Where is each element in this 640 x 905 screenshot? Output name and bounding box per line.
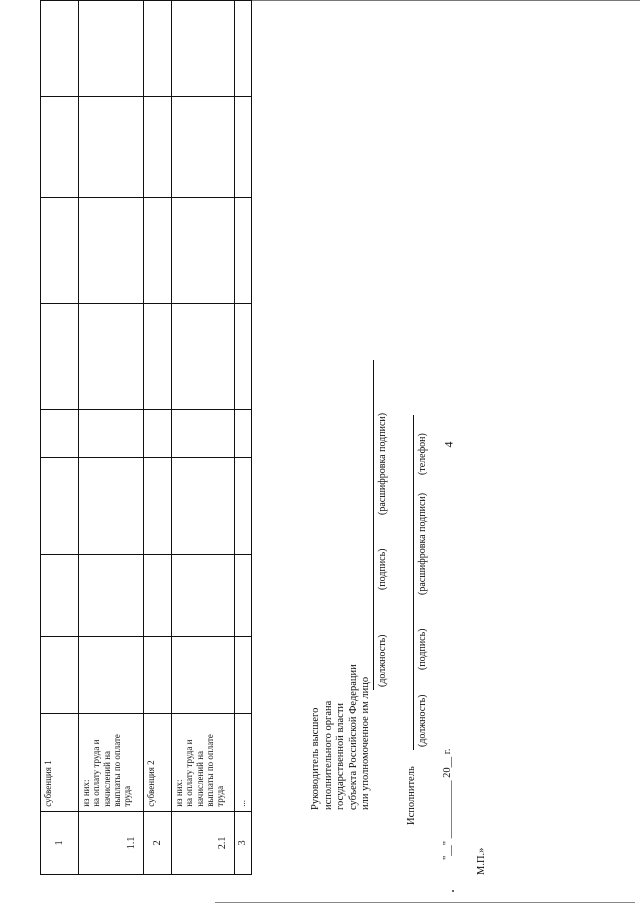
head-caption-decoding: (расшифровка подписи) (377, 412, 388, 515)
row-number: 2.1 (172, 811, 235, 874)
table-row (172, 1, 235, 875)
row-label: субвенция 1 (41, 713, 79, 811)
executor-caption-position: (должность) (417, 694, 428, 747)
row-number: 2 (144, 811, 172, 874)
head-title: Руководитель высшего исполнительного органа государственной власти субъекта Российской Федерации или уполномоченное им лицо (310, 664, 372, 810)
executor-caption-phone: (телефон) (417, 433, 428, 475)
table-row (235, 1, 252, 875)
row-number: 1 (41, 811, 79, 874)
date-line: "__" ___________ 20__ г. (442, 748, 453, 860)
row-label: субвенция 2 (144, 713, 172, 811)
executor-caption-signature: (подпись) (417, 628, 428, 670)
head-signature-line (373, 360, 374, 690)
scan-speck (452, 890, 454, 892)
page-number: 4 (441, 441, 456, 448)
row-label: ... (235, 713, 252, 811)
scan-edge-bottom (215, 902, 635, 903)
head-caption-position: (должность) (377, 634, 388, 687)
row-number: 1.1 (79, 811, 144, 874)
table-row (79, 1, 144, 875)
row-number: 3 (235, 811, 252, 874)
executor-label: Исполнитель (406, 766, 417, 825)
head-caption-signature: (подпись) (377, 548, 388, 590)
table-row (144, 1, 172, 875)
stamp-mark: М.П.» (476, 847, 487, 875)
row-label: из них: на оплату труда и начислений на выплаты по оплате труда (172, 713, 235, 811)
table-row (41, 1, 79, 875)
row-label: из них: на оплату труда и начислений на выплаты по оплате труда (79, 713, 144, 811)
executor-caption-decoding: (расшифровка подписи) (417, 492, 428, 595)
executor-signature-line (413, 415, 414, 750)
subvention-table (40, 0, 252, 875)
